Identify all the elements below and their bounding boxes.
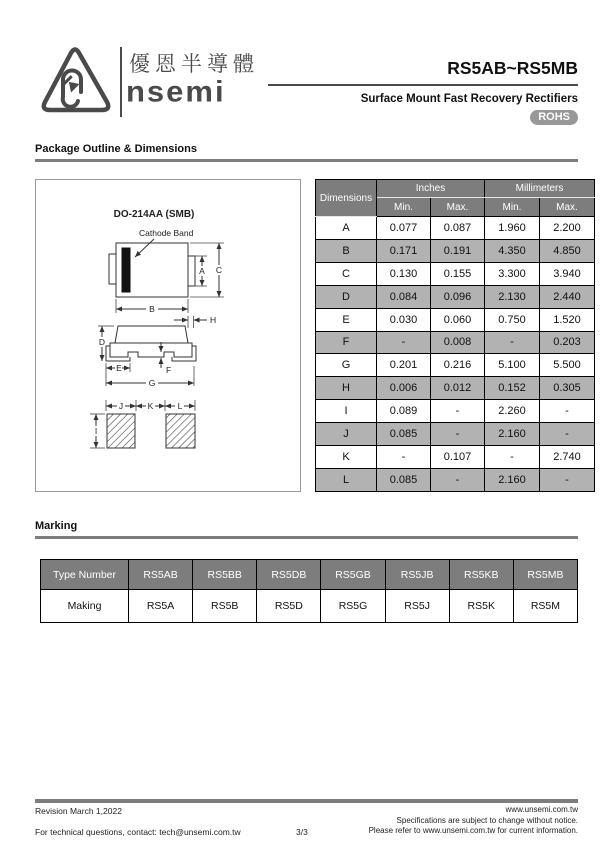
dim-value: - <box>540 400 595 423</box>
marking-header-cell: RS5MB <box>513 560 577 590</box>
part-number-title: RS5AB~RS5MB <box>447 58 578 78</box>
section-title-package-outline: Package Outline & Dimensions <box>35 143 197 155</box>
cathode-band-bar <box>122 248 131 293</box>
dim-value: 0.201 <box>377 354 431 377</box>
dim-value: 0.203 <box>540 331 595 354</box>
dim-value: 1.960 <box>485 217 540 240</box>
dim-value: - <box>540 423 595 446</box>
dim-value: 2.130 <box>485 285 540 308</box>
dim-value: 1.520 <box>540 308 595 331</box>
side-body <box>115 326 188 343</box>
table-row <box>316 331 595 354</box>
dim-value: 0.012 <box>431 377 485 400</box>
dim-value: 2.260 <box>485 400 540 423</box>
header-min-mm: Min. <box>485 198 540 217</box>
marking-header-cell: Type Number <box>41 560 129 590</box>
table-row <box>316 217 595 240</box>
marking-table <box>40 559 578 623</box>
dim-value: 2.200 <box>540 217 595 240</box>
notice-text-2: Please refer to www.unsemi.com.tw for current information. <box>368 826 578 835</box>
dim-letter: K <box>316 446 377 469</box>
marking-cell: RS5J <box>385 590 449 623</box>
dim-label-f: F <box>166 365 172 375</box>
dim-letter: J <box>316 423 377 446</box>
logo-chinese-text: 優恩半導體 <box>129 52 259 76</box>
package-name-label: DO-214AA (SMB) <box>113 209 195 220</box>
marking-header-cell: RS5KB <box>449 560 513 590</box>
header-dimensions: Dimensions <box>316 180 377 217</box>
table-row <box>316 400 595 423</box>
table-row <box>316 377 595 400</box>
dim-letter: E <box>316 308 377 331</box>
dim-value: 0.084 <box>377 285 431 308</box>
left-terminal <box>109 254 116 284</box>
dimensions-table <box>315 179 594 492</box>
dim-value: 2.440 <box>540 285 595 308</box>
dim-label-j: J <box>118 401 124 411</box>
section-underline <box>35 159 578 162</box>
rohs-badge: ROHS <box>530 110 578 125</box>
dim-letter: F <box>316 331 377 354</box>
dim-label-b: B <box>149 304 155 314</box>
website-text: www.unsemi.com.tw <box>505 805 578 814</box>
dim-value: 5.500 <box>540 354 595 377</box>
header-max-in: Max. <box>431 198 485 217</box>
dim-value: 4.350 <box>485 239 540 262</box>
dim-value: 0.089 <box>377 400 431 423</box>
dim-label-k: K <box>147 401 154 411</box>
dim-label-i: I <box>94 426 98 436</box>
marking-data-row <box>41 590 578 623</box>
dim-value: 0.008 <box>431 331 485 354</box>
package-side-view <box>98 315 216 388</box>
diode-symbol-icon <box>63 76 79 92</box>
dim-value: 0.130 <box>377 262 431 285</box>
logo-wordmark: nsemi <box>126 74 226 109</box>
header-millimeters: Millimeters <box>485 180 595 198</box>
marking-cell: RS5D <box>257 590 321 623</box>
section-underline <box>35 536 578 539</box>
dim-letter: G <box>316 354 377 377</box>
dim-label-h: H <box>210 315 217 325</box>
section-marking <box>35 520 578 539</box>
footer-right-block <box>369 805 578 837</box>
dim-value: 0.087 <box>431 217 485 240</box>
right-terminal <box>188 256 195 286</box>
dim-value: - <box>377 446 431 469</box>
table-row <box>316 446 595 469</box>
right-pad <box>166 414 195 448</box>
document-subtitle: Surface Mount Fast Recovery Rectifiers <box>360 93 578 105</box>
dim-value: 2.160 <box>485 468 540 491</box>
dim-letter: I <box>316 400 377 423</box>
marking-cell: RS5K <box>449 590 513 623</box>
marking-header-cell: RS5JB <box>385 560 449 590</box>
header-rule <box>268 84 578 86</box>
dim-value: 0.305 <box>540 377 595 400</box>
dim-label-l: L <box>177 401 183 411</box>
dim-value: 0.191 <box>431 239 485 262</box>
section-package-outline <box>35 143 578 162</box>
dim-letter: B <box>316 239 377 262</box>
side-flange <box>110 343 192 357</box>
dim-value: 0.107 <box>431 446 485 469</box>
dim-letter: H <box>316 377 377 400</box>
marking-cell: RS5B <box>193 590 257 623</box>
company-logo-icon <box>38 45 114 124</box>
notice-text-1: Specifications are subject to change without notice. <box>396 815 578 825</box>
dim-value: - <box>377 331 431 354</box>
dim-value: 5.100 <box>485 354 540 377</box>
dim-letter: L <box>316 468 377 491</box>
dim-label-d: D <box>98 337 106 347</box>
table-row <box>316 468 595 491</box>
dim-value: 3.300 <box>485 262 540 285</box>
contact-text: For technical questions, contact: tech@unsemi.com.tw <box>35 827 241 837</box>
dim-value: - <box>431 400 485 423</box>
marking-header-cell: RS5GB <box>321 560 385 590</box>
left-pad <box>107 414 135 448</box>
marking-header-row <box>41 560 578 590</box>
header-inches: Inches <box>377 180 485 198</box>
footer-rule <box>35 799 578 803</box>
marking-header-cell: RS5BB <box>193 560 257 590</box>
dim-value: 0.152 <box>485 377 540 400</box>
dim-letter: A <box>316 217 377 240</box>
table-row <box>316 354 595 377</box>
solder-pad-layout <box>90 400 195 448</box>
title-block <box>233 58 578 125</box>
table-row <box>316 308 595 331</box>
header-min-in: Min. <box>377 198 431 217</box>
dim-label-a: A <box>199 266 205 276</box>
revision-text: Revision March 1,2022 <box>35 806 122 816</box>
header-max-mm: Max. <box>540 198 595 217</box>
cathode-band-label: Cathode Band <box>139 228 194 238</box>
marking-cell: RS5G <box>321 590 385 623</box>
table-row <box>316 423 595 446</box>
dim-letter: D <box>316 285 377 308</box>
dim-value: 0.096 <box>431 285 485 308</box>
marking-header-cell: RS5AB <box>129 560 193 590</box>
dim-label-e: E <box>116 363 122 373</box>
dim-value: 0.085 <box>377 423 431 446</box>
dim-value: 2.740 <box>540 446 595 469</box>
logo-divider <box>120 47 122 117</box>
marking-header-cell: RS5DB <box>257 560 321 590</box>
marking-cell: RS5M <box>513 590 577 623</box>
dim-value: 0.216 <box>431 354 485 377</box>
table-header-row <box>316 180 595 198</box>
dim-value: 0.006 <box>377 377 431 400</box>
dim-value: - <box>540 468 595 491</box>
dim-value: - <box>431 468 485 491</box>
dim-value: 0.060 <box>431 308 485 331</box>
dim-label-c: C <box>215 265 223 275</box>
dim-letter: C <box>316 262 377 285</box>
marking-cell: Making <box>41 590 129 623</box>
dim-value: 0.171 <box>377 239 431 262</box>
dim-value: 0.085 <box>377 468 431 491</box>
dim-label-g: G <box>148 378 156 388</box>
cathode-pointer-arrow <box>135 239 154 257</box>
dim-value: 2.160 <box>485 423 540 446</box>
section-title-marking: Marking <box>35 520 78 532</box>
dim-value: 3.940 <box>540 262 595 285</box>
dim-value: 0.155 <box>431 262 485 285</box>
dim-value: 0.030 <box>377 308 431 331</box>
marking-cell: RS5A <box>129 590 193 623</box>
page-number: 3/3 <box>296 827 308 837</box>
dim-value: 0.077 <box>377 217 431 240</box>
package-diagram <box>35 179 301 492</box>
dim-value: - <box>485 446 540 469</box>
table-row <box>316 285 595 308</box>
package-top-view <box>109 228 224 314</box>
table-row <box>316 262 595 285</box>
dim-value: 4.850 <box>540 239 595 262</box>
dim-value: - <box>485 331 540 354</box>
dim-value: 0.750 <box>485 308 540 331</box>
dim-value: - <box>431 423 485 446</box>
table-row <box>316 239 595 262</box>
